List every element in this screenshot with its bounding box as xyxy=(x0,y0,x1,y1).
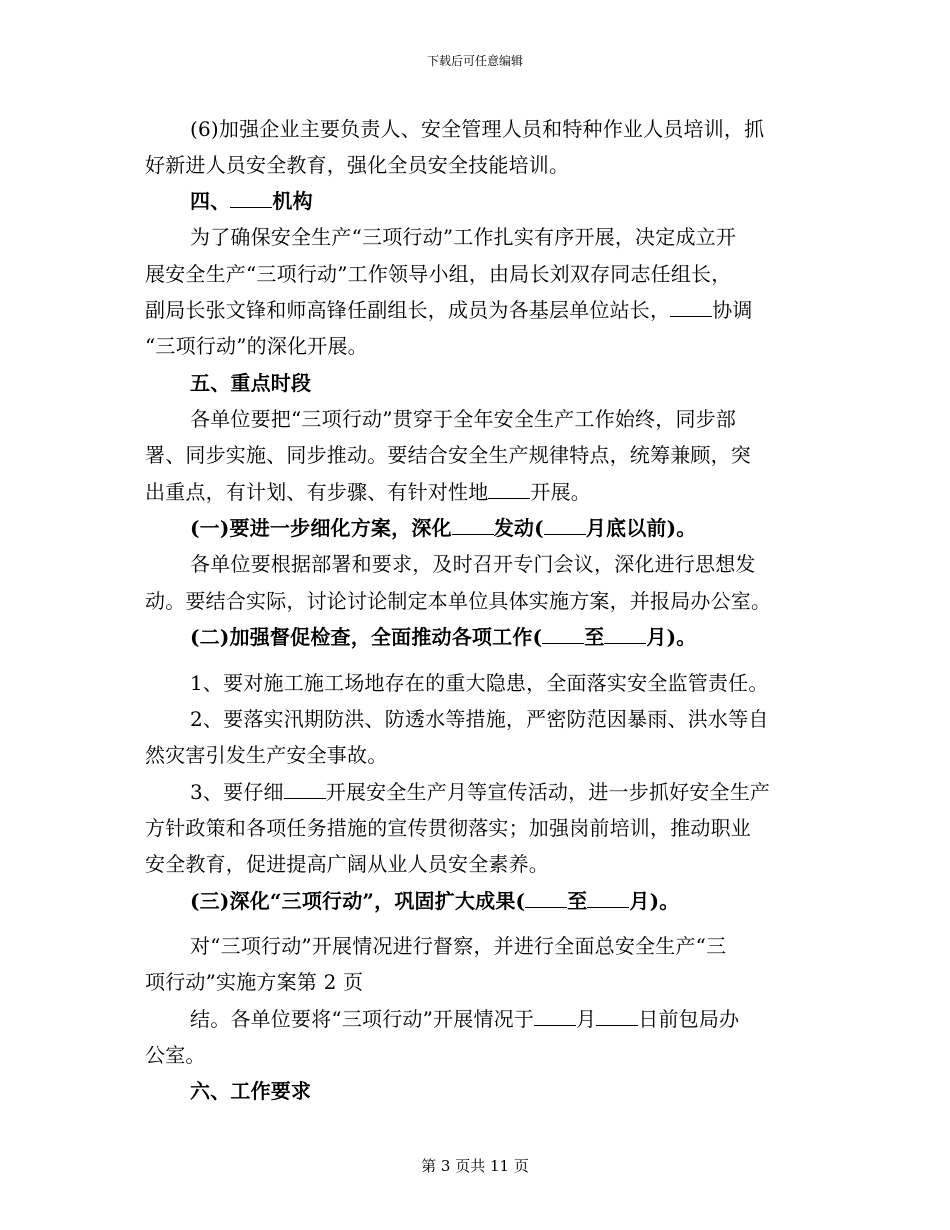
paragraph-line: 2、要落实汛期防洪、防透水等措施，严密防范因暴雨、洪水等自 xyxy=(190,707,769,731)
paragraph-line: 1、要对施工施工场地存在的重大隐患，全面落实安全监管责任。 xyxy=(190,671,769,695)
paragraph-line: 好新进人员安全教育，强化全员安全技能培训。 xyxy=(145,153,570,177)
fill-blank xyxy=(230,187,272,208)
paragraph-line: 为了确保安全生产“三项行动”工作扎实有序开展，决定成立开 xyxy=(190,225,737,249)
paragraph-line: 项行动”实施方案第 2 页 xyxy=(145,970,364,994)
section-heading-5: 五、重点时段 xyxy=(190,371,312,395)
subsection-heading-2: (二)加强督促检查，全面推动各项工作( 至 月)。 xyxy=(190,625,697,649)
fill-blank xyxy=(284,778,326,799)
fill-blank xyxy=(544,514,586,535)
paragraph-line: (6)加强企业主要负责人、安全管理人员和特种作业人员培训，抓 xyxy=(190,117,765,141)
fill-blank xyxy=(525,887,567,908)
paragraph-line: 展安全生产“三项行动”工作领导小组，由局长刘双存同志任组长， xyxy=(145,262,732,286)
paragraph-line: 各单位要把“三项行动”贯穿于全年安全生产工作始终，同步部 xyxy=(190,407,737,431)
paragraph-line: 方针政策和各项任务措施的宣传贯彻落实；加强岗前培训，推动职业 xyxy=(145,816,751,840)
paragraph-line: 出重点，有计划、有步骤、有针对性地 开展。 xyxy=(145,480,592,504)
paragraph-line: 副局长张文锋和师高锋任副组长，成员为各基层单位站长， 协调 xyxy=(145,298,753,322)
fill-blank xyxy=(596,1005,638,1026)
paragraph-line: 安全教育，促进提高广阔从业人员安全素养。 xyxy=(145,852,549,876)
paragraph-line: 然灾害引发生产安全事故。 xyxy=(145,743,388,767)
page-footer: 第 3 页共 11 页 xyxy=(421,1157,529,1175)
fill-blank xyxy=(604,623,646,644)
paragraph-line: “三项行动”的深化开展。 xyxy=(145,334,368,358)
subsection-heading-3: (三)深化“三项行动”，巩固扩大成果( 至 月)。 xyxy=(190,889,680,913)
paragraph-line: 公室。 xyxy=(145,1043,206,1067)
paragraph-line: 对“三项行动”开展情况进行督察，并进行全面总安全生产“三 xyxy=(190,934,727,958)
section-heading-4: 四、 机构 xyxy=(190,189,313,213)
paragraph-line: 署、同步实施、同步推动。要结合安全生产规律特点，统筹兼顾，突 xyxy=(145,443,751,467)
paragraph-line: 各单位要根据部署和要求，及时召开专门会议，深化进行思想发 xyxy=(190,552,756,576)
fill-blank xyxy=(488,478,530,499)
fill-blank xyxy=(587,887,629,908)
section-heading-6: 六、工作要求 xyxy=(190,1079,312,1103)
fill-blank xyxy=(542,623,584,644)
subsection-heading-1: (一)要进一步细化方案，深化 发动( 月底以前)。 xyxy=(190,516,697,540)
paragraph-line: 结。各单位要将“三项行动”开展情况于 月 日前包局办 xyxy=(190,1007,740,1031)
paragraph-line: 动。要结合实际，讨论讨论制定本单位具体实施方案，并报局办公室。 xyxy=(145,589,772,613)
fill-blank xyxy=(534,1005,576,1026)
fill-blank xyxy=(670,296,712,317)
fill-blank xyxy=(452,514,494,535)
page-header: 下载后可任意编辑 xyxy=(426,54,523,68)
paragraph-line: 3、要仔细 开展安全生产月等宣传活动，进一步抓好安全生产 xyxy=(190,780,771,804)
